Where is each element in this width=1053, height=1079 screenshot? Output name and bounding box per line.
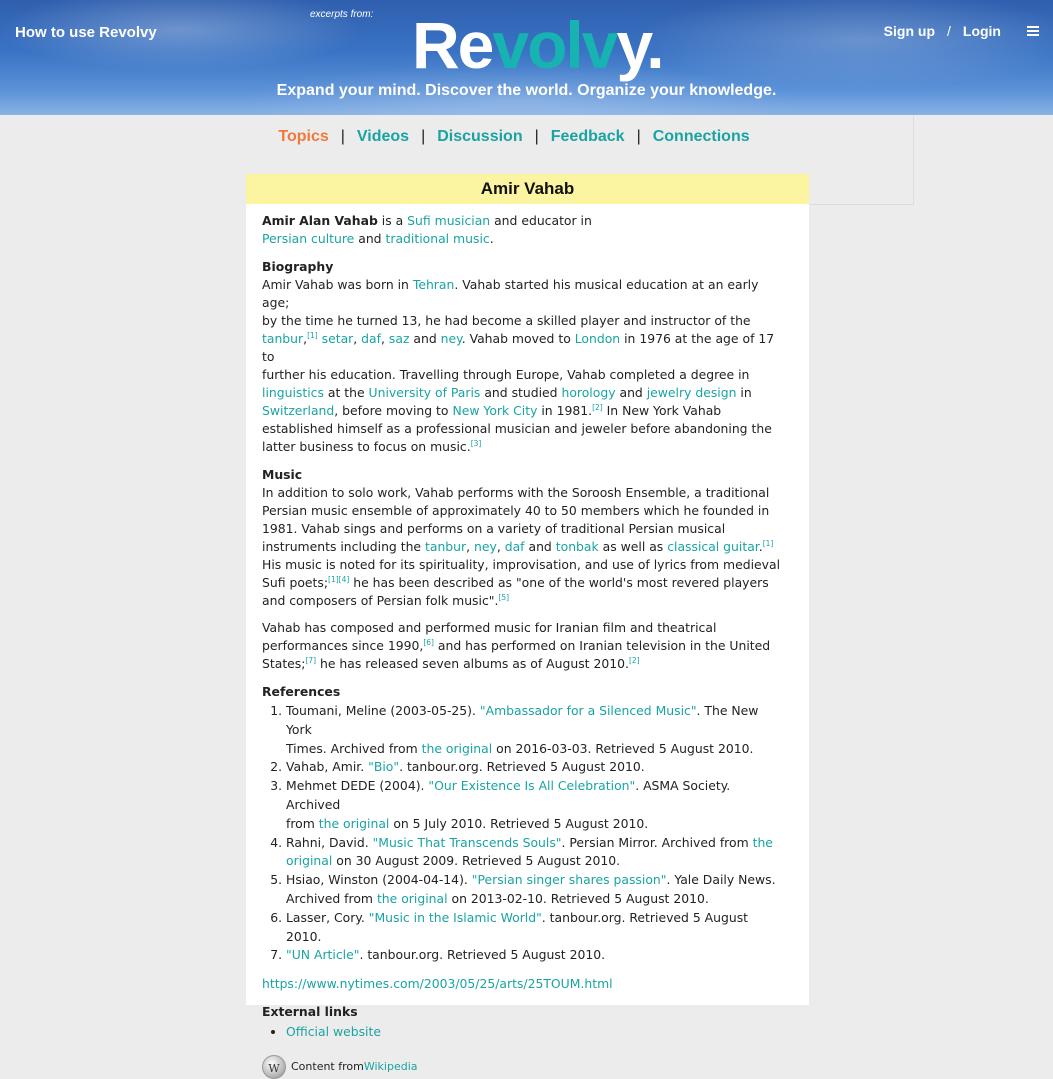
nytimes-url-link[interactable]: https://www.nytimes.com/2003/05/25/arts/25TOUM.html [262, 976, 613, 992]
reference-item [286, 909, 782, 947]
text: by the time he turned 13, he had become a skilled player and instructor of the [262, 313, 751, 328]
text: further his education. Travelling through Europe, Vahab completed a degree in [262, 367, 750, 382]
ref-link[interactable]: [1] [328, 574, 339, 584]
text: Toumani, Meline (2003-05-25). [286, 703, 480, 718]
text: and composers of Persian folk music". [262, 593, 499, 608]
intro-name: Amir Alan Vahab [262, 213, 378, 228]
text: His music is noted for its spirituality, improvisation, and use of lyrics from medieval [262, 557, 781, 572]
heading-references: References [262, 684, 341, 699]
link-tehran[interactable]: Tehran [412, 277, 455, 292]
text: Hsiao, Winston (2004-04-14). [286, 872, 472, 888]
logo-part-2: volv [492, 8, 617, 82]
link-saz[interactable]: saz [388, 331, 410, 346]
ref-link[interactable]: [7] [305, 655, 317, 665]
text: In addition to solo work, Vahab performs with the Soroosh Ensemble, a traditional [262, 485, 770, 500]
text: from [286, 815, 319, 831]
link-london[interactable]: London [574, 331, 621, 346]
link-university-of-paris[interactable]: University of Paris [368, 385, 481, 400]
link-traditional-music[interactable]: traditional music [385, 231, 490, 246]
text: . [489, 231, 494, 246]
link-tanbur[interactable]: tanbur [262, 331, 304, 346]
original-link[interactable]: the original [421, 740, 493, 756]
text: , before moving to [334, 403, 453, 418]
ref-link[interactable]: [3] [470, 438, 482, 448]
link-horology[interactable]: horology [561, 385, 616, 400]
intro-paragraph [262, 212, 782, 248]
text: . Persian Mirror. Archived from [561, 834, 753, 850]
hamburger-icon[interactable] [1027, 24, 1039, 38]
tagline: Expand your mind. Discover the world. Organize your knowledge. [276, 82, 777, 99]
heading-external-links: External links [262, 1004, 358, 1020]
ref-title-link[interactable]: "Music That Transcends Souls" [372, 834, 562, 850]
text: Lasser, Cory. [286, 909, 369, 925]
ref-link[interactable]: [1] [762, 538, 774, 548]
link-daf[interactable]: daf [504, 539, 525, 554]
text: and educator in [490, 213, 592, 228]
text: . The New York [286, 703, 759, 737]
text: Vahab, Amir. [286, 759, 369, 775]
article-card [246, 174, 809, 1076]
text: Mehmet DEDE (2004). [286, 778, 429, 794]
text: in [736, 385, 752, 400]
ref-link[interactable]: [2] [592, 402, 603, 412]
text: at the [323, 385, 369, 400]
text: on 5 July 2010. Retrieved 5 August 2010. [389, 815, 649, 831]
text: latter business to focus on music. [262, 439, 471, 454]
article-content [262, 212, 782, 1079]
how-to-use-link[interactable]: How to use Revolvy [15, 24, 157, 41]
link-jewelry-design[interactable]: jewelry design [646, 385, 737, 400]
text: and [524, 539, 556, 554]
ref-title-link[interactable]: "Persian singer shares passion" [471, 872, 667, 888]
link-persian-culture[interactable]: Persian culture [262, 231, 355, 246]
link-sufi-musician[interactable]: Sufi musician [407, 213, 491, 228]
wikipedia-globe-icon [262, 1055, 286, 1079]
ref-link[interactable]: [6] [423, 637, 434, 647]
list-item [286, 1023, 782, 1041]
text: and studied [480, 385, 562, 400]
text: Vahab has composed and performed music for Iranian film and theatrical [262, 620, 717, 635]
text: . Yale Daily News. [666, 872, 776, 888]
text: , [381, 331, 389, 346]
ref-title-link[interactable]: "UN Article" [286, 947, 360, 963]
text: . tanbour.org. Retrieved 5 August 2010. [359, 947, 606, 963]
wiki-glyph: W [268, 1062, 280, 1076]
text: . tanbour.org. Retrieved 5 August 2010. [399, 759, 645, 775]
text: Sufi poets; [262, 575, 329, 590]
link-linguistics[interactable]: linguistics [262, 385, 324, 400]
text: on 2016-03-03. Retrieved 5 August 2010. [492, 740, 754, 756]
text: , [353, 331, 362, 346]
text: Rahni, David. [286, 834, 373, 850]
ref-title-link[interactable]: "Our Existence Is All Celebration" [428, 778, 636, 794]
link-daf[interactable]: daf [361, 331, 381, 346]
nav-feedback[interactable]: Feedback [550, 128, 625, 145]
nav-separator: | [421, 128, 426, 145]
heading-biography: Biography [262, 259, 334, 274]
text: and [409, 331, 441, 346]
text: on 30 August 2009. Retrieved 5 August 2010. [332, 853, 621, 869]
logo-part-3: y. [616, 8, 663, 82]
original-link[interactable]: original [286, 853, 333, 869]
original-link[interactable]: the [752, 834, 773, 850]
text: and [354, 231, 386, 246]
text: and [615, 385, 647, 400]
text: he has been described as "one of the world's most revered players [349, 575, 769, 590]
main-nav [0, 128, 1028, 146]
text: Archived from [286, 890, 377, 906]
external-links-list [262, 1023, 782, 1041]
text: performances since 1990, [262, 638, 424, 653]
text: he has released seven albums as of August 2010. [316, 656, 629, 671]
link-ney[interactable]: ney [474, 539, 497, 554]
text: on 2013-02-10. Retrieved 5 August 2010. [447, 890, 709, 906]
text: In New York Vahab [602, 403, 722, 418]
login-link[interactable]: Login [962, 23, 1001, 39]
text: established himself as a professional musician and jeweler before abandoning the [262, 421, 772, 436]
official-website-link[interactable]: Official website [286, 1024, 381, 1040]
original-link[interactable]: the original [376, 890, 448, 906]
link-tanbur[interactable]: tanbur [425, 539, 467, 554]
site-header [0, 0, 1053, 115]
logo-part-1: Re [412, 8, 493, 82]
revolvy-logo[interactable] [412, 4, 663, 86]
reference-item [286, 777, 782, 833]
text: . tanbour.org. Retrieved 5 August 2010. [286, 909, 749, 944]
content-from-label: Content from [291, 1060, 364, 1074]
biography-paragraph: Amir Vahab was born in Tehran. Vahab started his musical education at an early age; by the time he turned 13, he had become a skilled player and instructor of the tanbur,[1] setar, daf, saz and ney. Vahab moved to London in 1976 at the age of 17 to further his education. Travelling through Europe, Vahab completed a degree in linguistics at the University of Paris and studied horology and jewelry design in Switzerland, before moving to New York City in 1981.[2] In New York Vahab established himself as a professional musician and jeweler before abandoning the latter business to focus on music.[3] [262, 277, 775, 454]
text: . Vahab moved to [461, 331, 575, 346]
text: . Vahab started his musical education at an early age; [262, 277, 759, 310]
reference-item [286, 702, 782, 758]
text: Persian music ensemble of approximately 40 to 50 members which he founded in [262, 503, 770, 518]
nav-separator: | [534, 128, 539, 145]
text: . [758, 539, 763, 554]
nav-topics[interactable]: Topics [278, 128, 329, 145]
text: . ASMA Society. Archived [286, 778, 731, 812]
account-links [884, 23, 1039, 39]
link-tonbak[interactable]: tonbak [555, 539, 599, 554]
text: 1981. Vahab sings and performs on a variety of traditional Persian musical [262, 521, 726, 536]
reference-item [286, 871, 782, 909]
music-paragraph-2 [262, 619, 782, 673]
references-list [262, 702, 782, 965]
ref-title-link[interactable]: "Music in the Islamic World" [368, 909, 542, 925]
text: Amir Vahab was born in [262, 277, 413, 292]
nav-discussion[interactable]: Discussion [437, 128, 523, 145]
nav-connections[interactable]: Connections [652, 128, 750, 145]
ref-title-link[interactable]: "Ambassador for a Silenced Music" [479, 703, 697, 718]
heading-music: Music [262, 467, 303, 482]
ref-link[interactable]: [2] [628, 655, 640, 665]
original-link[interactable]: the original [318, 815, 390, 831]
text: in 1976 at the age of 17 to [262, 331, 775, 364]
nav-separator: | [636, 128, 641, 145]
text: is a [377, 213, 408, 228]
link-ney[interactable]: ney [440, 331, 462, 346]
ref-link[interactable]: [4] [338, 574, 350, 584]
link-classical-guitar[interactable]: classical guitar [667, 539, 759, 554]
reference-item [286, 834, 782, 872]
link-new-york-city[interactable]: New York City [452, 403, 538, 418]
wikipedia-attribution [262, 1055, 782, 1079]
text: Times. Archived from [286, 740, 422, 756]
nav-videos[interactable]: Videos [356, 128, 410, 145]
nav-separator: | [340, 128, 345, 145]
text: States; [262, 656, 306, 671]
excerpts-label: excerpts from: [310, 9, 374, 20]
music-paragraph: In addition to solo work, Vahab performs with the Soroosh Ensemble, a traditional Persian music ensemble of approximately 40 to 50 members which he founded in 1981. Vahab sings and performs on a variety of traditional Persian musical instruments including the tanbur, ney, daf and tonbak as well as classical guitar.[1] His music is noted for its spirituality, improvisation, and use of lyrics from medieval Sufi poets;[1][4] he has been described as "one of the world's most revered players and composers of Persian folk music".[5] [262, 485, 781, 608]
ref-title-link[interactable]: "Bio" [368, 759, 400, 775]
text: in 1981. [537, 403, 593, 418]
ref-link[interactable]: [5] [498, 592, 510, 602]
reference-item [286, 946, 782, 965]
reference-item [286, 758, 782, 777]
link-switzerland[interactable]: Switzerland [262, 403, 335, 418]
link-setar[interactable]: setar [321, 331, 354, 346]
text: instruments including the [262, 539, 425, 554]
ref-link[interactable]: [1] [307, 330, 318, 340]
sign-up-link[interactable]: Sign up [883, 23, 935, 39]
wikipedia-link[interactable]: Wikipedia [363, 1060, 418, 1074]
article-title: Amir Vahab [246, 174, 809, 204]
text: and has performed on Iranian television in the United [433, 638, 771, 653]
text: as well as [598, 539, 668, 554]
account-separator: / [947, 23, 951, 39]
